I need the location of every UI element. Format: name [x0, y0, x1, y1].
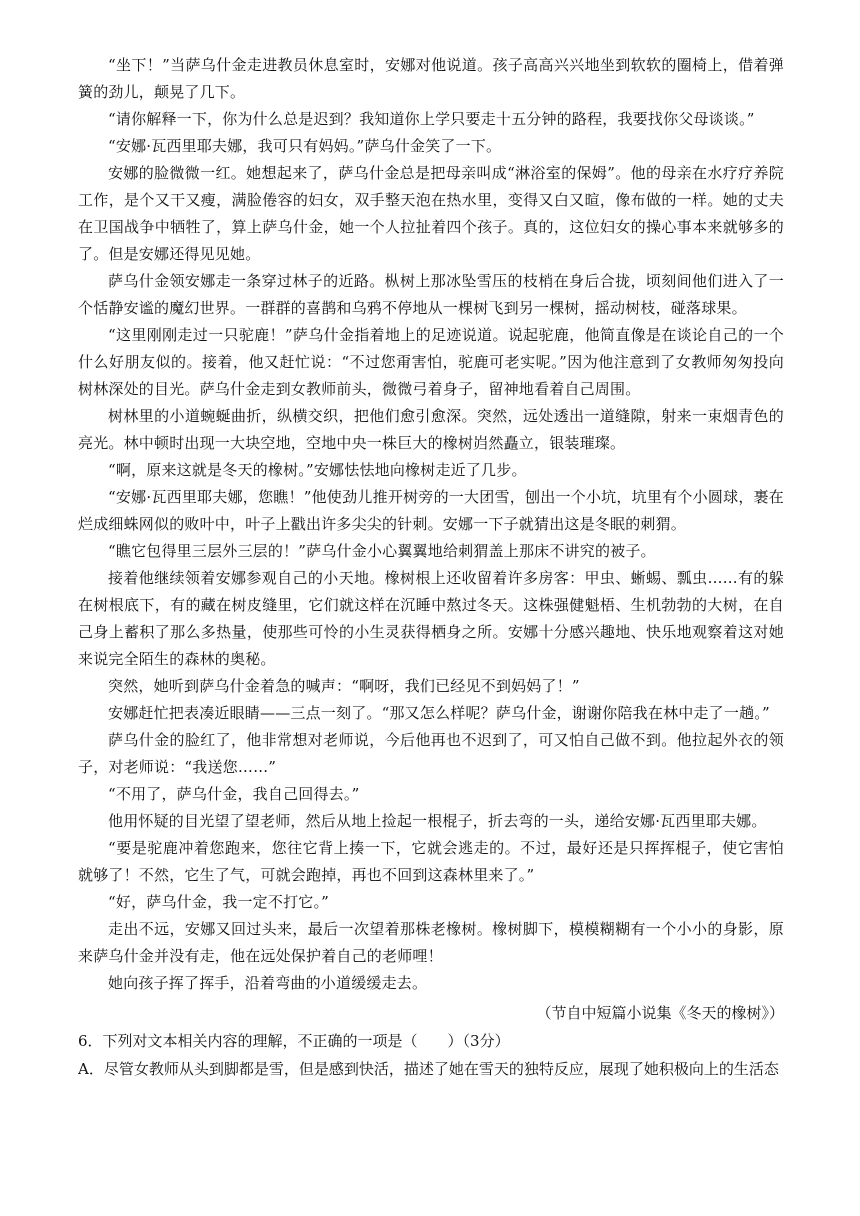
paragraph: “安娜·瓦西里耶夫娜，我可只有妈妈。”萨乌什金笑了一下。 — [108, 137, 502, 155]
paragraph: “请你解释一下，你为什么总是迟到？我知道你上学只要走十五分钟的路程，我要找你父母谈谈。” — [108, 110, 755, 128]
paragraph: “瞧它包得里三层外三层的！”萨乌什金小心翼翼地给刺猬盖上那床不讲究的被子。 — [108, 542, 656, 560]
paragraph: 萨乌什金领安娜走一条穿过林子的近路。枞树上那冰坠雪压的枝梢在身后合拢，顷刻间他们进入了一个恬静安谧的魔幻世界。一群群的喜鹊和乌鸦不停地从一棵树飞到另一棵树，摇动树枝，碰落球果。 — [78, 272, 784, 317]
source-citation: （节自中短篇小说集《冬天的橡树》） — [536, 1004, 784, 1022]
paragraph: 安娜赶忙把表凑近眼睛——三点一刻了。“那又怎么样呢？萨乌什金，谢谢你陪我在林中走了一趟。” — [108, 704, 770, 722]
paragraph: “不用了，萨乌什金，我自己回得去。” — [108, 785, 360, 803]
paragraph: “好，萨乌什金，我一定不打它。” — [108, 893, 330, 911]
document-page — [78, 52, 784, 1083]
paragraph: 安娜的脸微微一红。她想起来了，萨乌什金总是把母亲叫成“淋浴室的保姆”。他的母亲在水疗疗养院工作，是个又干又瘦，满脸倦容的妇女，双手整天泡在热水里，变得又白又暄，像布做的一样。她的丈夫在卫国战争中牺牲了，算上萨乌什金，她一个人拉扯着四个孩子。真的，这位妇女的操心事本来就够多的了。但是安娜还得见见她。 — [78, 164, 784, 263]
paragraph: 树林里的小道蜿蜒曲折，纵横交织，把他们愈引愈深。突然，远处透出一道缝隙，射来一束烟青色的亮光。林中顿时出现一大块空地，空地中央一株巨大的橡树岿然矗立，银装璀璨。 — [78, 407, 784, 452]
paragraph: “啊，原来这就是冬天的橡树。”安娜怯怯地向橡树走近了几步。 — [108, 461, 527, 479]
paragraph: 她向孩子挥了挥手，沿着弯曲的小道缓缓走去。 — [108, 974, 428, 992]
paragraph: “安娜·瓦西里耶夫娜，您瞧！”他使劲儿推开树旁的一大团雪，刨出一个小坑，坑里有个小圆球，裹在烂成细蛛网似的败叶中，叶子上戳出许多尖尖的针刺。安娜一下子就猜出这是冬眠的刺猬。 — [78, 488, 784, 533]
paragraph: 突然，她听到萨乌什金着急的喊声：“啊呀，我们已经见不到妈妈了！” — [108, 677, 580, 695]
paragraph: 萨乌什金的脸红了，他非常想对老师说，今后他再也不迟到了，可又怕自己做不到。他拉起外衣的领子，对老师说：“我送您……” — [78, 731, 784, 776]
option-a: A．尽管女教师从头到脚都是雪，但是感到快活，描述了她在雪天的独特反应，展现了她积极向上的生活态 — [78, 1060, 779, 1078]
question-6: 6．下列对文本相关内容的理解，不正确的一项是（ ）（3分） — [78, 1032, 510, 1050]
paragraph: 接着他继续领着安娜参观自己的小天地。橡树根上还收留着许多房客：甲虫、蜥蜴、瓢虫……有的躲在树根底下，有的藏在树皮缝里，它们就这样在沉睡中熬过冬天。这株强健魁梧、生机勃勃的大树，在自己身上蓄积了那么多热量，使那些可怜的小生灵获得栖身之所。安娜十分感兴趣地、快乐地观察着这对她来说完全陌生的森林的奥秘。 — [78, 569, 784, 668]
paragraph: “这里刚刚走过一只驼鹿！”萨乌什金指着地上的足迹说道。说起驼鹿，他简直像是在谈论自己的一个什么好朋友似的。接着，他又赶忙说：“不过您甭害怕，驼鹿可老实呢。”因为他注意到了女教师匆匆投向树林深处的目光。萨乌什金走到女教师前头，微微弓着身子，留神地看着自己周围。 — [78, 326, 784, 398]
story-text — [78, 52, 784, 997]
paragraph: 走出不远，安娜又回过头来，最后一次望着那株老橡树。橡树脚下，模模糊糊有一个小小的身影，原来萨乌什金并没有走，他在远处保护着自己的老师哩！ — [78, 920, 784, 965]
paragraph: 他用怀疑的目光望了望老师，然后从地上捡起一根棍子，折去弯的一头，递给安娜·瓦西里耶夫娜。 — [108, 812, 767, 830]
paragraph: “要是驼鹿冲着您跑来，您往它背上揍一下，它就会逃走的。不过，最好还是只挥挥棍子，使它害怕就够了！不然，它生了气，可就会跑掉，再也不回到这森林里来了。” — [78, 839, 784, 884]
paragraph: “坐下！”当萨乌什金走进教员休息室时，安娜对他说道。孩子高高兴兴地坐到软软的圈椅上，借着弹簧的劲儿，颠晃了几下。 — [78, 56, 784, 101]
